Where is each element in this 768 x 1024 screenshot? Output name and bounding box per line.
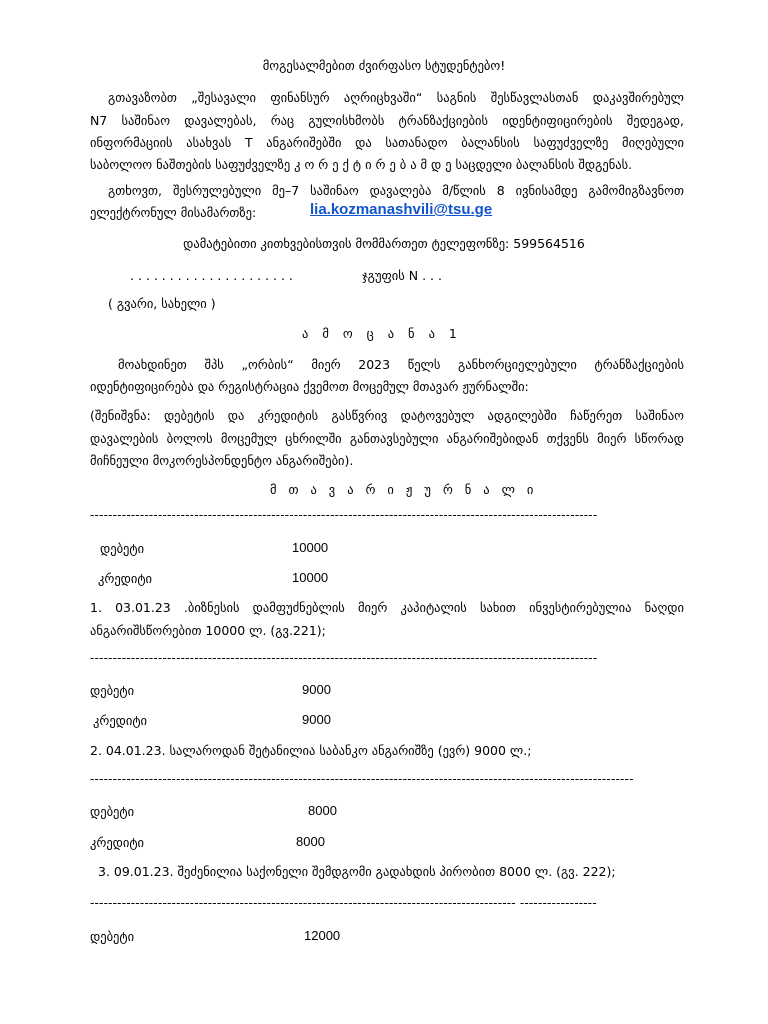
intro-line-3: ინფორმაციის ასახვას T ანგარიშებში და სათანადო ბალანსის საფუძველზე მიღებული — [90, 135, 684, 150]
debit-amount: 12000 — [304, 928, 341, 943]
separator-line: ---------------------------------------------------------------------------------------------- ----------------- — [90, 896, 597, 910]
task-line-1: მოახდინეთ შპს „ორბის“ მიერ 2023 წელს განხორციელებული ტრანზაქციების — [118, 357, 684, 372]
separator-line: ---------------------------------------------------------------------------------------------------------------- — [90, 651, 598, 665]
separator-line: ---------------------------------------------------------------------------------------------------------------- — [90, 508, 598, 522]
note-line-2: დავალების ბოლოს მოცემულ ცხრილში განთავსებული ანგარიშებიდან თქვენს მიერ სწორად — [90, 431, 684, 446]
task-title: ა მ ო ც ა ნ ა 1 — [302, 326, 462, 341]
email-prefix: ელექტრონულ მისამართზე: — [90, 205, 257, 220]
student-dots: . . . . . . . . . . . . . . . . . . . . . — [130, 268, 293, 283]
separator-line: ------------------------------------------------------------------------------------------------------------------------ — [90, 772, 634, 786]
debit-amount: 8000 — [308, 803, 337, 818]
phone-line: დამატებითი კითხვებისთვის მომმართეთ ტელეფონზე: 599564516 — [183, 236, 585, 251]
credit-label: კრედიტი — [90, 835, 145, 850]
transaction-3-desc: 3. 09.01.23. შეძენილია საქონელი შემდგომი გადახდის პირობით 8000 ლ. (გვ. 222); — [98, 864, 616, 879]
credit-amount: 9000 — [302, 712, 331, 727]
credit-label: კრედიტი — [98, 571, 153, 586]
credit-amount: 8000 — [296, 834, 325, 849]
credit-amount: 10000 — [292, 570, 329, 585]
debit-label: დებეტი — [90, 929, 135, 944]
task-line-2: იდენტიფიცირება და რეგისტრაცია ქვემოთ მოცემულ მთავარ ჟურნალში: — [90, 379, 529, 394]
debit-label: დებეტი — [90, 804, 135, 819]
transaction-1-desc-line-1: 1. 03.01.23 .ბიზნესის დამფუძნებლის მიერ კაპიტალის სახით ინვესტირებულია ნაღდი — [90, 600, 684, 615]
journal-title: მ თ ა ვ ა რ ი ჟ უ რ ნ ა ლ ი — [270, 482, 538, 497]
note-line-1: (შენიშვნა: დებეტის და კრედიტის გასწვრივ დატოვებულ ადგილებში ჩაწერეთ საშინაო — [90, 408, 684, 423]
email-link[interactable]: lia.kozmanashvili@tsu.ge — [310, 201, 493, 218]
transaction-1-desc-line-2: ანგარიშსწორებით 10000 ლ. (გვ.221); — [90, 623, 326, 638]
debit-amount: 10000 — [292, 540, 329, 555]
group-number: ჯგუფის N . . . — [362, 268, 442, 283]
transaction-2-desc: 2. 04.01.23. სალაროდან შეტანილია საბანკო ანგარიშზე (ევრ) 9000 ლ.; — [90, 743, 532, 758]
debit-amount: 9000 — [302, 682, 331, 697]
credit-label: კრედიტი — [93, 713, 148, 728]
intro-line-4: საბოლოო ნაშთების საფუძველზე კ ო რ ე ქ ტ ი რ ე ბ ა მ დ ე საცდელი ბალანსის შდგენას. — [90, 157, 633, 172]
debit-label: დებეტი — [100, 541, 145, 556]
debit-label: დებეტი — [90, 683, 135, 698]
intro-line-1: გთავაზობთ „შესავალი ფინანსურ აღრიცხვაში“ საგნის შესწავლასთან დაკავშირებულ — [108, 90, 684, 105]
deadline-line-1: გთხოვთ, შესრულებული მე–7 საშინაო დავალება მ/წლის 8 ივნისამდე გამომიგზავნოთ — [108, 183, 684, 198]
name-hint: ( გვარი, სახელი ) — [108, 296, 216, 311]
intro-line-2: N7 საშინაო დავალებას, რაც გულისხმობს ტრანზაქციების იდენტიფიცირების შედეგად, — [90, 113, 684, 128]
deadline-line-2 — [90, 205, 256, 220]
greeting: მოგესალმებით ძვირფასო სტუდენტებო! — [262, 58, 506, 73]
note-line-3: მიჩნეული მოკორესპონდენტო ანგარიშები). — [90, 453, 354, 468]
